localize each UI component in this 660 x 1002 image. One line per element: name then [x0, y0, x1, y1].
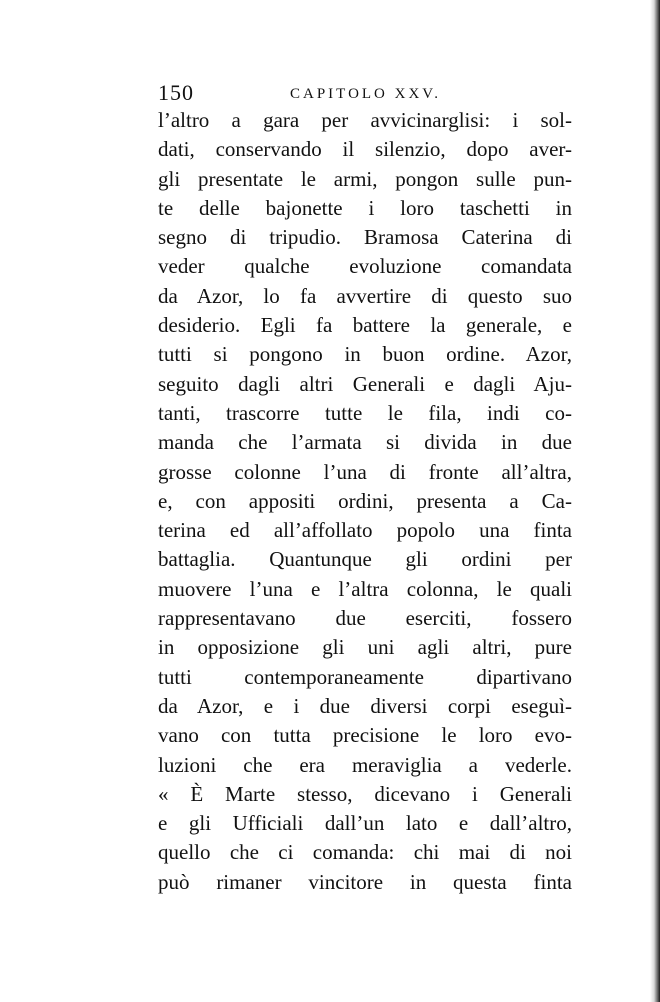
text-line: in opposizione gli uni agli altri, pure	[158, 635, 572, 660]
text-line: può rimaner vincitore in questa finta	[158, 869, 572, 894]
text-line: gli presentate le armi, pongon sulle pun-	[158, 166, 572, 191]
page-header	[158, 80, 578, 106]
text-line: battaglia. Quantunque gli ordini per	[158, 547, 572, 572]
text-line: rappresentavano due eserciti, fossero	[158, 606, 572, 631]
text-line: l’altro a gara per avvicinarglisi: i sol-	[158, 108, 572, 132]
text-line: dati, conservando il silenzio, dopo aver-	[158, 137, 572, 162]
text-line: muovere l’una e l’altra colonna, le quali	[158, 576, 572, 601]
text-line: seguito dagli altri Generali e dagli Aju-	[158, 371, 572, 396]
text-line: luzioni che era meraviglia a vederle.	[158, 752, 572, 777]
text-line: grosse colonne l’una di fronte all’altra,	[158, 459, 572, 484]
running-head: CAPITOLO XXV.	[290, 86, 441, 102]
text-line: segno di tripudio. Bramosa Caterina di	[158, 225, 572, 250]
text-line: e gli Ufficiali dall’un lato e dall’altro,	[158, 811, 572, 836]
text-line: tutti contemporaneamente dipartivano	[158, 664, 572, 689]
text-line: da Azor, lo fa avvertire di questo suo	[158, 283, 572, 308]
page-edge-shadow	[650, 0, 660, 1002]
text-line: manda che l’armata si divida in due	[158, 430, 572, 455]
text-line: veder qualche evoluzione comandata	[158, 254, 572, 279]
text-line: e, con appositi ordini, presenta a Ca-	[158, 488, 572, 513]
text-line: vano con tutta precisione le loro evo-	[158, 723, 572, 748]
page-number: 150	[158, 80, 194, 105]
text-line: tanti, trascorre tutte le fila, indi co-	[158, 400, 572, 425]
text-line: terina ed all’affollato popolo una finta	[158, 518, 572, 543]
text-line: « È Marte stesso, dicevano i Generali	[158, 781, 572, 806]
text-line: te delle bajonette i loro taschetti in	[158, 195, 572, 220]
text-line: tutti si pongono in buon ordine. Azor,	[158, 342, 572, 367]
text-line: quello che ci comanda: chi mai di noi	[158, 840, 572, 865]
body-text	[158, 106, 572, 897]
text-line: desiderio. Egli fa battere la generale, e	[158, 313, 572, 338]
text-line: da Azor, e i due diversi corpi eseguì-	[158, 693, 572, 718]
